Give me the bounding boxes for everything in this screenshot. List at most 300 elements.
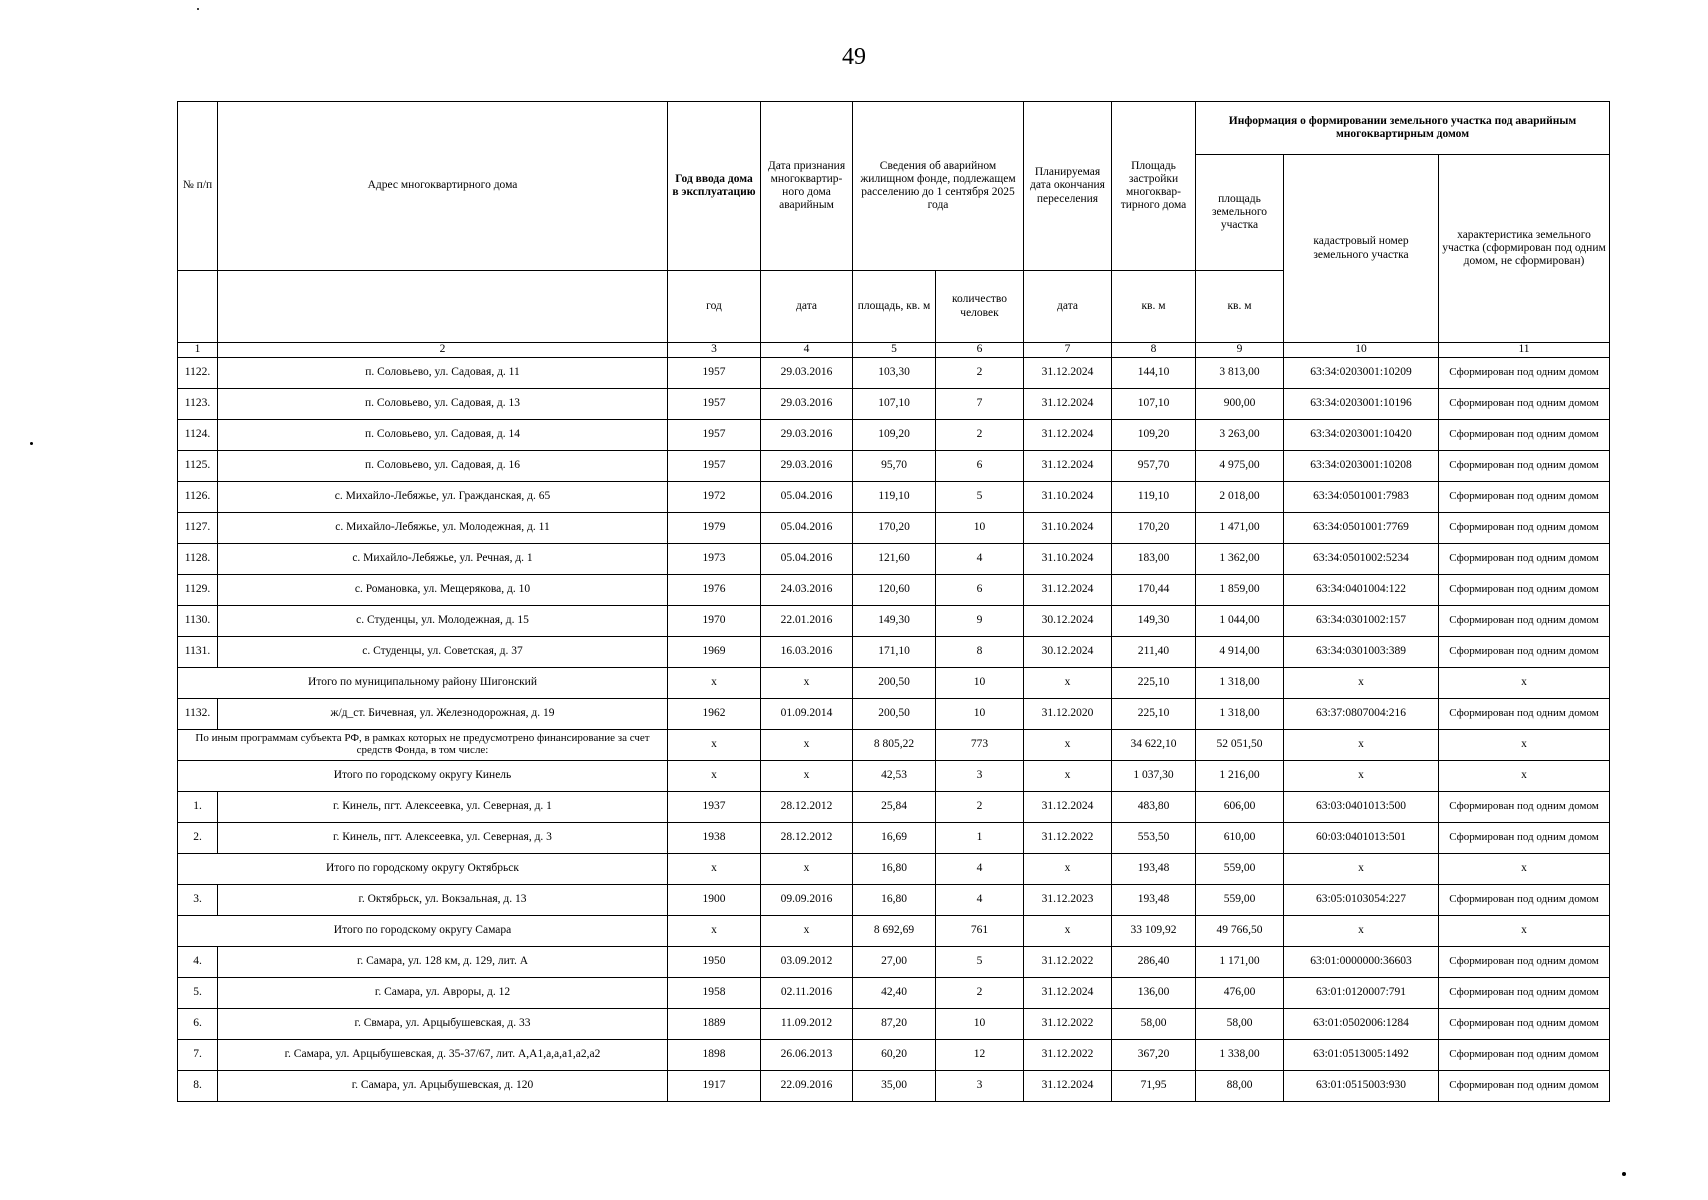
value-cell: 1957 (668, 389, 761, 420)
value-cell: 11.09.2012 (761, 1009, 853, 1040)
value-cell: 09.09.2016 (761, 885, 853, 916)
cadastral-cell: 63:34:0401004:122 (1284, 575, 1439, 606)
cadastral-cell: 63:34:0203001:10420 (1284, 420, 1439, 451)
row-number-cell: 7. (178, 1040, 218, 1071)
column-number-cell: 10 (1284, 343, 1439, 358)
value-cell: 31.12.2024 (1024, 792, 1112, 823)
land-char-cell: Сформирован под одним домом (1439, 420, 1610, 451)
value-cell: 31.12.2023 (1024, 885, 1112, 916)
header-land-area: площадь земельного участка (1196, 155, 1284, 271)
cadastral-cell: 63:01:0513005:1492 (1284, 1040, 1439, 1071)
column-number-cell: 11 (1439, 343, 1610, 358)
subtotal-value: x (1024, 916, 1112, 947)
value-cell: 26.06.2013 (761, 1040, 853, 1071)
land-char-cell: Сформирован под одним домом (1439, 823, 1610, 854)
value-cell: 1937 (668, 792, 761, 823)
subtotal-value: x (1439, 730, 1610, 761)
value-cell: 1969 (668, 637, 761, 668)
address-cell: п. Соловьево, ул. Садовая, д. 11 (218, 358, 668, 389)
row-number-cell: 1123. (178, 389, 218, 420)
subtotal-value: 1 318,00 (1196, 668, 1284, 699)
land-char-cell: Сформирован под одним домом (1439, 482, 1610, 513)
column-number-cell: 4 (761, 343, 853, 358)
subtotal-value: x (1284, 761, 1439, 792)
subtotal-value: 8 805,22 (853, 730, 936, 761)
value-cell: 2 (936, 792, 1024, 823)
row-number-cell: 1132. (178, 699, 218, 730)
header-planned-date: Планируемая дата окончания переселения (1024, 102, 1112, 271)
row-number-cell: 1122. (178, 358, 218, 389)
value-cell: 2 (936, 358, 1024, 389)
value-cell: 05.04.2016 (761, 482, 853, 513)
value-cell: 144,10 (1112, 358, 1196, 389)
value-cell: 119,10 (853, 482, 936, 513)
value-cell: 31.12.2020 (1024, 699, 1112, 730)
value-cell: 87,20 (853, 1009, 936, 1040)
value-cell: 31.12.2022 (1024, 1040, 1112, 1071)
header-unit-year: год (668, 271, 761, 343)
header-fund-info: Сведения об аварийном жилищном фонде, подлежащем расселению до 1 сентября 2025 года (853, 102, 1024, 271)
value-cell: 5 (936, 482, 1024, 513)
row-number-cell: 1124. (178, 420, 218, 451)
row-number-cell: 1. (178, 792, 218, 823)
value-cell: 12 (936, 1040, 1024, 1071)
scan-speck (1622, 1172, 1626, 1176)
row-number-cell: 8. (178, 1071, 218, 1102)
land-char-cell: Сформирован под одним домом (1439, 389, 1610, 420)
subtotal-value: 1 216,00 (1196, 761, 1284, 792)
value-cell: 3 (936, 1071, 1024, 1102)
table-row (178, 978, 1610, 1009)
row-number-cell: 1127. (178, 513, 218, 544)
subtotal-value: x (1284, 730, 1439, 761)
column-number-cell: 7 (1024, 343, 1112, 358)
value-cell: 1972 (668, 482, 761, 513)
value-cell: 71,95 (1112, 1071, 1196, 1102)
value-cell: 05.04.2016 (761, 513, 853, 544)
header-unit-empty (218, 271, 668, 343)
header-unit-sqm: кв. м (1112, 271, 1196, 343)
header-unit-date: дата (761, 271, 853, 343)
value-cell: 31.10.2024 (1024, 482, 1112, 513)
subtotal-value: 42,53 (853, 761, 936, 792)
address-cell: г. Самара, ул. 128 км, д. 129, лит. А (218, 947, 668, 978)
value-cell: 149,30 (1112, 606, 1196, 637)
subtotal-value: 8 692,69 (853, 916, 936, 947)
value-cell: 01.09.2014 (761, 699, 853, 730)
table-row (178, 792, 1610, 823)
value-cell: 170,44 (1112, 575, 1196, 606)
value-cell: 31.10.2024 (1024, 513, 1112, 544)
value-cell: 606,00 (1196, 792, 1284, 823)
subtotal-label: Итого по муниципальному району Шигонский (178, 668, 668, 699)
value-cell: 476,00 (1196, 978, 1284, 1009)
value-cell: 02.11.2016 (761, 978, 853, 1009)
land-char-cell: Сформирован под одним домом (1439, 1040, 1610, 1071)
land-char-cell: Сформирован под одним домом (1439, 575, 1610, 606)
cadastral-cell: 63:34:0203001:10208 (1284, 451, 1439, 482)
value-cell: 1970 (668, 606, 761, 637)
value-cell: 1917 (668, 1071, 761, 1102)
value-cell: 149,30 (853, 606, 936, 637)
address-cell: ж/д_ст. Бичевная, ул. Железнодорожная, д. 19 (218, 699, 668, 730)
subtotal-value: x (761, 668, 853, 699)
value-cell: 2 (936, 978, 1024, 1009)
value-cell: 1979 (668, 513, 761, 544)
value-cell: 1 362,00 (1196, 544, 1284, 575)
value-cell: 10 (936, 699, 1024, 730)
value-cell: 35,00 (853, 1071, 936, 1102)
address-cell: г. Октябрьск, ул. Вокзальная, д. 13 (218, 885, 668, 916)
address-cell: с. Михайло-Лебяжье, ул. Речная, д. 1 (218, 544, 668, 575)
address-cell: п. Соловьево, ул. Садовая, д. 13 (218, 389, 668, 420)
subtotal-value: 761 (936, 916, 1024, 947)
value-cell: 107,10 (1112, 389, 1196, 420)
subtotal-value: 34 622,10 (1112, 730, 1196, 761)
value-cell: 1 171,00 (1196, 947, 1284, 978)
address-cell: г. Кинель, пгт. Алексеевка, ул. Северная, д. 1 (218, 792, 668, 823)
subtotal-value: 3 (936, 761, 1024, 792)
value-cell: 559,00 (1196, 885, 1284, 916)
value-cell: 29.03.2016 (761, 420, 853, 451)
subtotal-value: 52 051,50 (1196, 730, 1284, 761)
column-number-cell: 8 (1112, 343, 1196, 358)
address-cell: с. Романовка, ул. Мещерякова, д. 10 (218, 575, 668, 606)
value-cell: 1889 (668, 1009, 761, 1040)
header-cadastral: кадастровый номер земельного участка (1284, 155, 1439, 343)
table-header (178, 102, 1610, 358)
subtotal-value: x (1439, 916, 1610, 947)
subtotal-value: x (761, 916, 853, 947)
land-char-cell: Сформирован под одним домом (1439, 947, 1610, 978)
value-cell: 7 (936, 389, 1024, 420)
value-cell: 31.12.2022 (1024, 823, 1112, 854)
address-cell: п. Соловьево, ул. Садовая, д. 16 (218, 451, 668, 482)
subtotal-value: x (761, 854, 853, 885)
address-cell: с. Студенцы, ул. Советская, д. 37 (218, 637, 668, 668)
header-year: Год ввода дома в эксплуатацию (668, 102, 761, 271)
subtotal-value: x (668, 730, 761, 761)
table-row (178, 1071, 1610, 1102)
column-number-cell: 1 (178, 343, 218, 358)
subtotal-value: 200,50 (853, 668, 936, 699)
value-cell: 170,20 (1112, 513, 1196, 544)
subtotal-value: 773 (936, 730, 1024, 761)
land-char-cell: Сформирован под одним домом (1439, 358, 1610, 389)
value-cell: 8 (936, 637, 1024, 668)
value-cell: 2 (936, 420, 1024, 451)
header-date-recognition: Дата признания многоквартир-ного дома аварийным (761, 102, 853, 271)
subtotal-value: x (1024, 854, 1112, 885)
value-cell: 1973 (668, 544, 761, 575)
header-unit-date2: дата (1024, 271, 1112, 343)
header-unit-sqm2: кв. м (1196, 271, 1284, 343)
subtotal-value: x (668, 761, 761, 792)
value-cell: 58,00 (1112, 1009, 1196, 1040)
value-cell: 1 318,00 (1196, 699, 1284, 730)
value-cell: 1957 (668, 358, 761, 389)
column-number-row (178, 343, 1610, 358)
row-number-cell: 2. (178, 823, 218, 854)
cadastral-cell: 63:34:0501002:5234 (1284, 544, 1439, 575)
value-cell: 5 (936, 947, 1024, 978)
subtotal-value: 4 (936, 854, 1024, 885)
value-cell: 29.03.2016 (761, 358, 853, 389)
address-cell: с. Михайло-Лебяжье, ул. Гражданская, д. 65 (218, 482, 668, 513)
value-cell: 03.09.2012 (761, 947, 853, 978)
table-row (178, 947, 1610, 978)
value-cell: 119,10 (1112, 482, 1196, 513)
column-number-cell: 5 (853, 343, 936, 358)
header-unit-people: количество человек (936, 271, 1024, 343)
subtotal-row (178, 668, 1610, 699)
value-cell: 10 (936, 513, 1024, 544)
value-cell: 1976 (668, 575, 761, 606)
cadastral-cell: 63:34:0301003:389 (1284, 637, 1439, 668)
table-row (178, 420, 1610, 451)
value-cell: 610,00 (1196, 823, 1284, 854)
value-cell: 171,10 (853, 637, 936, 668)
value-cell: 1 859,00 (1196, 575, 1284, 606)
value-cell: 193,48 (1112, 885, 1196, 916)
value-cell: 286,40 (1112, 947, 1196, 978)
table-row (178, 389, 1610, 420)
land-char-cell: Сформирован под одним домом (1439, 606, 1610, 637)
subtotal-value: x (668, 916, 761, 947)
value-cell: 4 (936, 544, 1024, 575)
address-cell: с. Михайло-Лебяжье, ул. Молодежная, д. 11 (218, 513, 668, 544)
value-cell: 88,00 (1196, 1071, 1284, 1102)
value-cell: 29.03.2016 (761, 389, 853, 420)
value-cell: 103,30 (853, 358, 936, 389)
land-char-cell: Сформирован под одним домом (1439, 1071, 1610, 1102)
address-cell: г. Самара, ул. Авроры, д. 12 (218, 978, 668, 1009)
value-cell: 1900 (668, 885, 761, 916)
value-cell: 170,20 (853, 513, 936, 544)
value-cell: 1962 (668, 699, 761, 730)
value-cell: 31.10.2024 (1024, 544, 1112, 575)
value-cell: 05.04.2016 (761, 544, 853, 575)
subtotal-row (178, 854, 1610, 885)
column-number-cell: 9 (1196, 343, 1284, 358)
subtotal-label: Итого по городскому округу Кинель (178, 761, 668, 792)
value-cell: 1 471,00 (1196, 513, 1284, 544)
value-cell: 22.01.2016 (761, 606, 853, 637)
subtotal-value: x (1284, 916, 1439, 947)
subtotal-value: x (1024, 668, 1112, 699)
land-char-cell: Сформирован под одним домом (1439, 792, 1610, 823)
value-cell: 1 044,00 (1196, 606, 1284, 637)
value-cell: 483,80 (1112, 792, 1196, 823)
subtotal-row (178, 916, 1610, 947)
land-char-cell: Сформирован под одним домом (1439, 1009, 1610, 1040)
value-cell: 4 (936, 885, 1024, 916)
cadastral-cell: 63:34:0501001:7769 (1284, 513, 1439, 544)
address-cell: г. Кинель, пгт. Алексеевка, ул. Северная, д. 3 (218, 823, 668, 854)
table-row (178, 358, 1610, 389)
subtotal-label: По иным программам субъекта РФ, в рамках которых не предусмотрено финансирование за счет средств Фонда, в том числе: (178, 730, 668, 761)
value-cell: 16.03.2016 (761, 637, 853, 668)
subtotal-value: x (1439, 854, 1610, 885)
row-number-cell: 5. (178, 978, 218, 1009)
emergency-housing-table (177, 101, 1610, 1102)
header-building-area: Площадь застройки многоквар-тирного дома (1112, 102, 1196, 271)
table-body (178, 358, 1610, 1102)
land-char-cell: Сформирован под одним домом (1439, 637, 1610, 668)
value-cell: 31.12.2024 (1024, 451, 1112, 482)
cadastral-cell: 60:03:0401013:501 (1284, 823, 1439, 854)
value-cell: 30.12.2024 (1024, 637, 1112, 668)
subtotal-value: x (1024, 730, 1112, 761)
table-row (178, 1009, 1610, 1040)
value-cell: 900,00 (1196, 389, 1284, 420)
subtotal-value: x (761, 761, 853, 792)
subtotal-value: x (668, 854, 761, 885)
value-cell: 31.12.2024 (1024, 358, 1112, 389)
value-cell: 1957 (668, 451, 761, 482)
row-number-cell: 4. (178, 947, 218, 978)
value-cell: 107,10 (853, 389, 936, 420)
value-cell: 30.12.2024 (1024, 606, 1112, 637)
value-cell: 9 (936, 606, 1024, 637)
value-cell: 1957 (668, 420, 761, 451)
row-number-cell: 6. (178, 1009, 218, 1040)
column-number-cell: 3 (668, 343, 761, 358)
value-cell: 183,00 (1112, 544, 1196, 575)
address-cell: г. Свмара, ул. Арцыбушевская, д. 33 (218, 1009, 668, 1040)
value-cell: 31.12.2024 (1024, 1071, 1112, 1102)
subtotal-value: 1 037,30 (1112, 761, 1196, 792)
value-cell: 16,69 (853, 823, 936, 854)
subtotal-value: x (761, 730, 853, 761)
value-cell: 24.03.2016 (761, 575, 853, 606)
subtotal-value: 10 (936, 668, 1024, 699)
cadastral-cell: 63:34:0501001:7983 (1284, 482, 1439, 513)
column-number-cell: 6 (936, 343, 1024, 358)
subtotal-row (178, 761, 1610, 792)
value-cell: 95,70 (853, 451, 936, 482)
table-row (178, 451, 1610, 482)
value-cell: 4 975,00 (1196, 451, 1284, 482)
table-row (178, 544, 1610, 575)
scan-speck (30, 442, 33, 445)
header-land-info: Информация о формировании земельного участка под аварийным многоквартирным домом (1196, 102, 1610, 155)
subtotal-label: Итого по городскому округу Самара (178, 916, 668, 947)
value-cell: 16,80 (853, 885, 936, 916)
cadastral-cell: 63:34:0203001:10196 (1284, 389, 1439, 420)
value-cell: 1958 (668, 978, 761, 1009)
column-number-cell: 2 (218, 343, 668, 358)
value-cell: 211,40 (1112, 637, 1196, 668)
land-char-cell: Сформирован под одним домом (1439, 544, 1610, 575)
value-cell: 31.12.2022 (1024, 947, 1112, 978)
row-number-cell: 1131. (178, 637, 218, 668)
value-cell: 28.12.2012 (761, 823, 853, 854)
value-cell: 31.12.2024 (1024, 420, 1112, 451)
value-cell: 3 813,00 (1196, 358, 1284, 389)
value-cell: 109,20 (853, 420, 936, 451)
table-row (178, 823, 1610, 854)
subtotal-value: 49 766,50 (1196, 916, 1284, 947)
value-cell: 136,00 (1112, 978, 1196, 1009)
subtotal-value: x (1284, 668, 1439, 699)
value-cell: 10 (936, 1009, 1024, 1040)
header-land-char: характеристика земельного участка (сформирован под одним домом, не сформирован) (1439, 155, 1610, 343)
row-number-cell: 3. (178, 885, 218, 916)
land-char-cell: Сформирован под одним домом (1439, 699, 1610, 730)
table-row (178, 575, 1610, 606)
value-cell: 1950 (668, 947, 761, 978)
subtotal-value: x (1439, 761, 1610, 792)
value-cell: 25,84 (853, 792, 936, 823)
scan-speck (197, 8, 199, 10)
subtotal-value: 225,10 (1112, 668, 1196, 699)
subtotal-value: 559,00 (1196, 854, 1284, 885)
land-char-cell: Сформирован под одним домом (1439, 451, 1610, 482)
cadastral-cell: 63:03:0401013:500 (1284, 792, 1439, 823)
table-row (178, 699, 1610, 730)
value-cell: 3 263,00 (1196, 420, 1284, 451)
header-address: Адрес многоквартирного дома (218, 102, 668, 271)
value-cell: 1 (936, 823, 1024, 854)
value-cell: 31.12.2024 (1024, 389, 1112, 420)
cadastral-cell: 63:34:0203001:10209 (1284, 358, 1439, 389)
subtotal-label: Итого по городскому округу Октябрьск (178, 854, 668, 885)
subtotal-value: 193,48 (1112, 854, 1196, 885)
cadastral-cell: 63:37:0807004:216 (1284, 699, 1439, 730)
table-row (178, 1040, 1610, 1071)
land-char-cell: Сформирован под одним домом (1439, 513, 1610, 544)
table-row (178, 637, 1610, 668)
value-cell: 60,20 (853, 1040, 936, 1071)
table-row (178, 606, 1610, 637)
value-cell: 29.03.2016 (761, 451, 853, 482)
value-cell: 1 338,00 (1196, 1040, 1284, 1071)
cadastral-cell: 63:05:0103054:227 (1284, 885, 1439, 916)
row-number-cell: 1129. (178, 575, 218, 606)
row-number-cell: 1128. (178, 544, 218, 575)
header-num: № п/п (178, 102, 218, 271)
value-cell: 31.12.2024 (1024, 978, 1112, 1009)
subtotal-value: x (1024, 761, 1112, 792)
value-cell: 6 (936, 575, 1024, 606)
value-cell: 22.09.2016 (761, 1071, 853, 1102)
subtotal-value: x (1284, 854, 1439, 885)
subtotal-value: 33 109,92 (1112, 916, 1196, 947)
value-cell: 120,60 (853, 575, 936, 606)
value-cell: 4 914,00 (1196, 637, 1284, 668)
row-number-cell: 1130. (178, 606, 218, 637)
value-cell: 42,40 (853, 978, 936, 1009)
row-number-cell: 1126. (178, 482, 218, 513)
address-cell: г. Самара, ул. Арцыбушевская, д. 35-37/67, лит. А,А1,а,а,а1,а2,а2 (218, 1040, 668, 1071)
address-cell: с. Студенцы, ул. Молодежная, д. 15 (218, 606, 668, 637)
value-cell: 58,00 (1196, 1009, 1284, 1040)
subtotal-value: x (1439, 668, 1610, 699)
value-cell: 367,20 (1112, 1040, 1196, 1071)
value-cell: 28.12.2012 (761, 792, 853, 823)
value-cell: 27,00 (853, 947, 936, 978)
header-unit-area: площадь, кв. м (853, 271, 936, 343)
value-cell: 225,10 (1112, 699, 1196, 730)
row-number-cell: 1125. (178, 451, 218, 482)
subtotal-value: 16,80 (853, 854, 936, 885)
value-cell: 553,50 (1112, 823, 1196, 854)
cadastral-cell: 63:01:0515003:930 (1284, 1071, 1439, 1102)
value-cell: 957,70 (1112, 451, 1196, 482)
value-cell: 31.12.2022 (1024, 1009, 1112, 1040)
value-cell: 31.12.2024 (1024, 575, 1112, 606)
